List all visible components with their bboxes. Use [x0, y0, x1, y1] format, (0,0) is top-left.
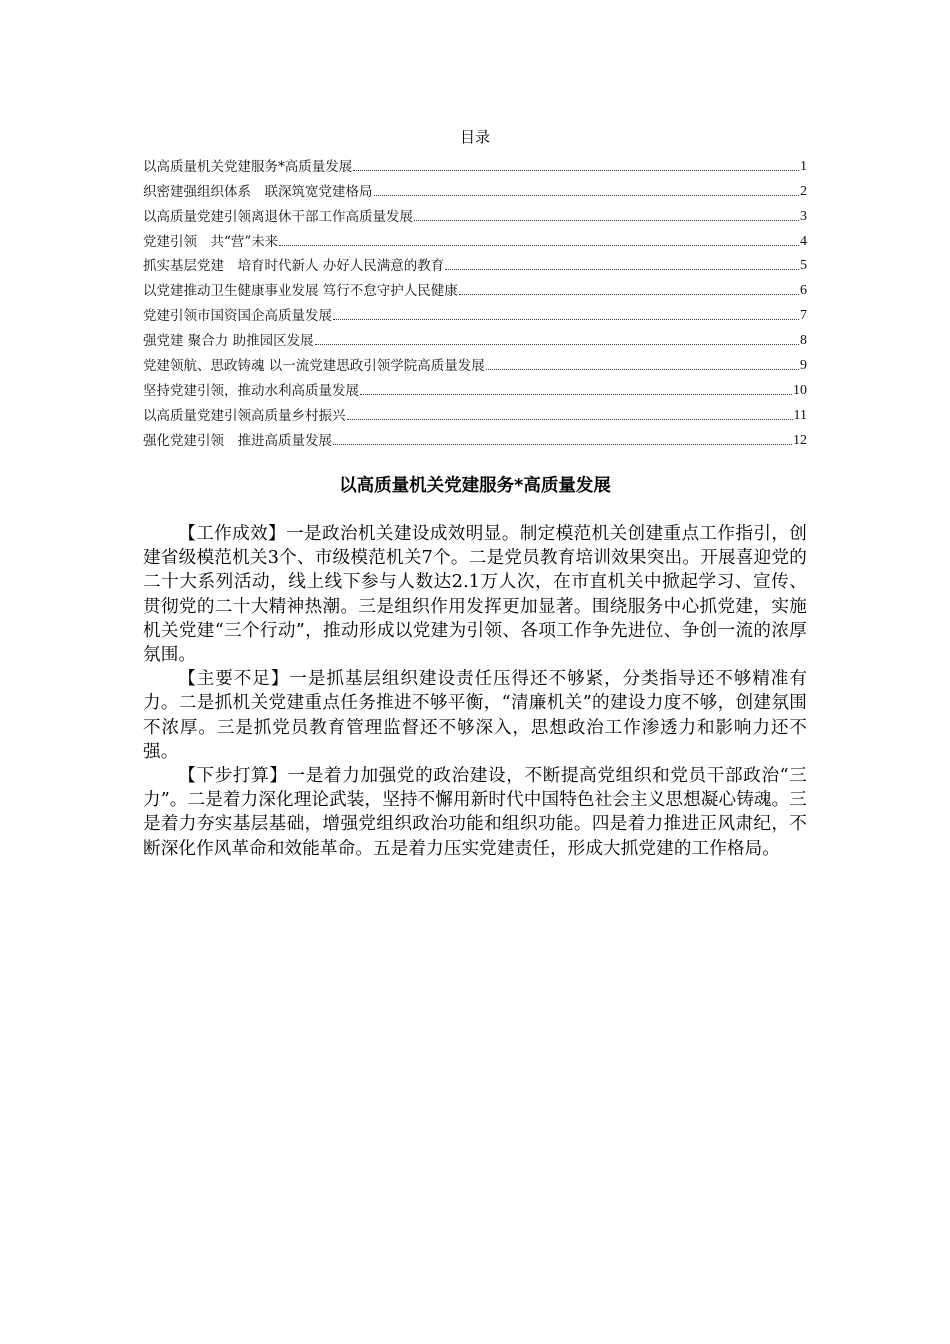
toc-leader-dots [445, 268, 799, 270]
toc-entry[interactable] [143, 324, 807, 349]
toc-entry-title: 以高质量党建引领高质量乡村振兴 [143, 407, 346, 424]
toc-leader-dots [486, 368, 799, 370]
toc-entry-page: 11 [793, 407, 807, 423]
toc-entry[interactable] [143, 250, 807, 275]
article-title: 以高质量机关党建服务*高质量发展 [339, 476, 611, 496]
toc-entry-title: 抓实基层党建 培育时代新人 办好人民满意的教育 [143, 258, 445, 275]
article-body [143, 522, 807, 861]
toc-leader-dots [353, 169, 799, 171]
paragraph-shortcomings: 【主要不足】一是抓基层组织建设责任压得还不够紧，分类指导还不够精准有力。二是抓机关党建重点任务推进不够平衡，“清廉机关”的建设力度不够，创建氛围不浓厚。三是抓党员教育管理监督还不够深入，思想政治工作渗透力和影响力还不强。 [143, 669, 807, 762]
toc-entry[interactable] [143, 200, 807, 225]
toc-leader-dots [459, 293, 799, 295]
toc-entry-title: 以高质量党建引领离退休干部工作高质量发展 [143, 208, 413, 225]
toc-leader-dots [333, 443, 792, 445]
toc-entry-title: 强党建 聚合力 助推园区发展 [143, 333, 314, 350]
toc-entry-page: 2 [800, 183, 807, 199]
toc-entry[interactable] [143, 399, 807, 424]
toc-entry-page: 7 [800, 308, 807, 324]
toc-entry-title: 党建引领市国资国企高质量发展 [143, 308, 332, 325]
toc-entry-title: 织密建强组织体系 联深筑宽党建格局 [143, 183, 373, 200]
toc-leader-dots [279, 244, 799, 246]
toc-entry-title: 以党建推动卫生健康事业发展 笃行不怠守护人民健康 [143, 283, 458, 300]
toc-entry[interactable] [143, 374, 807, 399]
toc-entry[interactable] [143, 175, 807, 200]
toc-entry-title: 以高质量机关党建服务*高质量发展 [143, 158, 353, 175]
toc-entry[interactable] [143, 299, 807, 324]
paragraph-work-results: 【工作成效】一是政治机关建设成效明显。制定模范机关创建重点工作指引，创建省级模范机关3个、市级模范机关7个。二是党员教育培训效果突出。开展喜迎党的二十大系列活动，线上线下参与人数达2.1万人次，在市直机关中掀起学习、宣传、贯彻党的二十大精神热潮。三是组织作用发挥更加显著。围绕服务中心抓党建，实施机关党建“三个行动”，推动形成以党建为引领、各项工作争先进位、争创一流的浓厚氛围。 [143, 524, 807, 666]
toc-entry-page: 12 [793, 432, 807, 448]
toc-entry-title: 党建领航、思政铸魂 以一流党建思政引领学院高质量发展 [143, 358, 485, 375]
toc-entry-page: 1 [800, 158, 807, 174]
toc-leader-dots [374, 194, 800, 196]
toc-entry-page: 9 [800, 358, 807, 374]
toc-entry[interactable] [143, 225, 807, 250]
toc-entry[interactable] [143, 274, 807, 299]
toc-entry[interactable] [143, 349, 807, 374]
toc-entry-page: 6 [800, 283, 807, 299]
toc-entry[interactable] [143, 150, 807, 175]
toc-entry-page: 3 [800, 208, 807, 224]
toc-entry-page: 5 [800, 258, 807, 274]
toc-leader-dots [333, 318, 799, 320]
toc-entry-page: 4 [800, 233, 807, 249]
toc-entry-page: 10 [793, 382, 807, 398]
toc-leader-dots [315, 343, 799, 345]
toc-entry-title: 党建引领 共“营”未来 [143, 233, 279, 250]
toc-entry[interactable] [143, 424, 807, 449]
toc-leader-dots [347, 418, 793, 420]
toc-entry-page: 8 [800, 333, 807, 349]
toc-leader-dots [360, 393, 792, 395]
toc-entry-title: 强化党建引领 推进高质量发展 [143, 432, 332, 449]
toc-leader-dots [414, 219, 799, 221]
table-of-contents [143, 150, 807, 449]
paragraph-next-steps: 【下步打算】一是着力加强党的政治建设，不断提高党组织和党员干部政治“三力”。二是着力深化理论武装，坚持不懈用新时代中国特色社会主义思想凝心铸魂。三是着力夯实基层基础，增强党组织政治功能和组织功能。四是着力推进正风肃纪，不断深化作风革命和效能革命。五是着力压实党建责任，形成大抓党建的工作格局。 [143, 766, 807, 859]
toc-entry-title: 坚持党建引领，推动水利高质量发展 [143, 382, 359, 399]
toc-heading: 目录 [459, 128, 490, 146]
